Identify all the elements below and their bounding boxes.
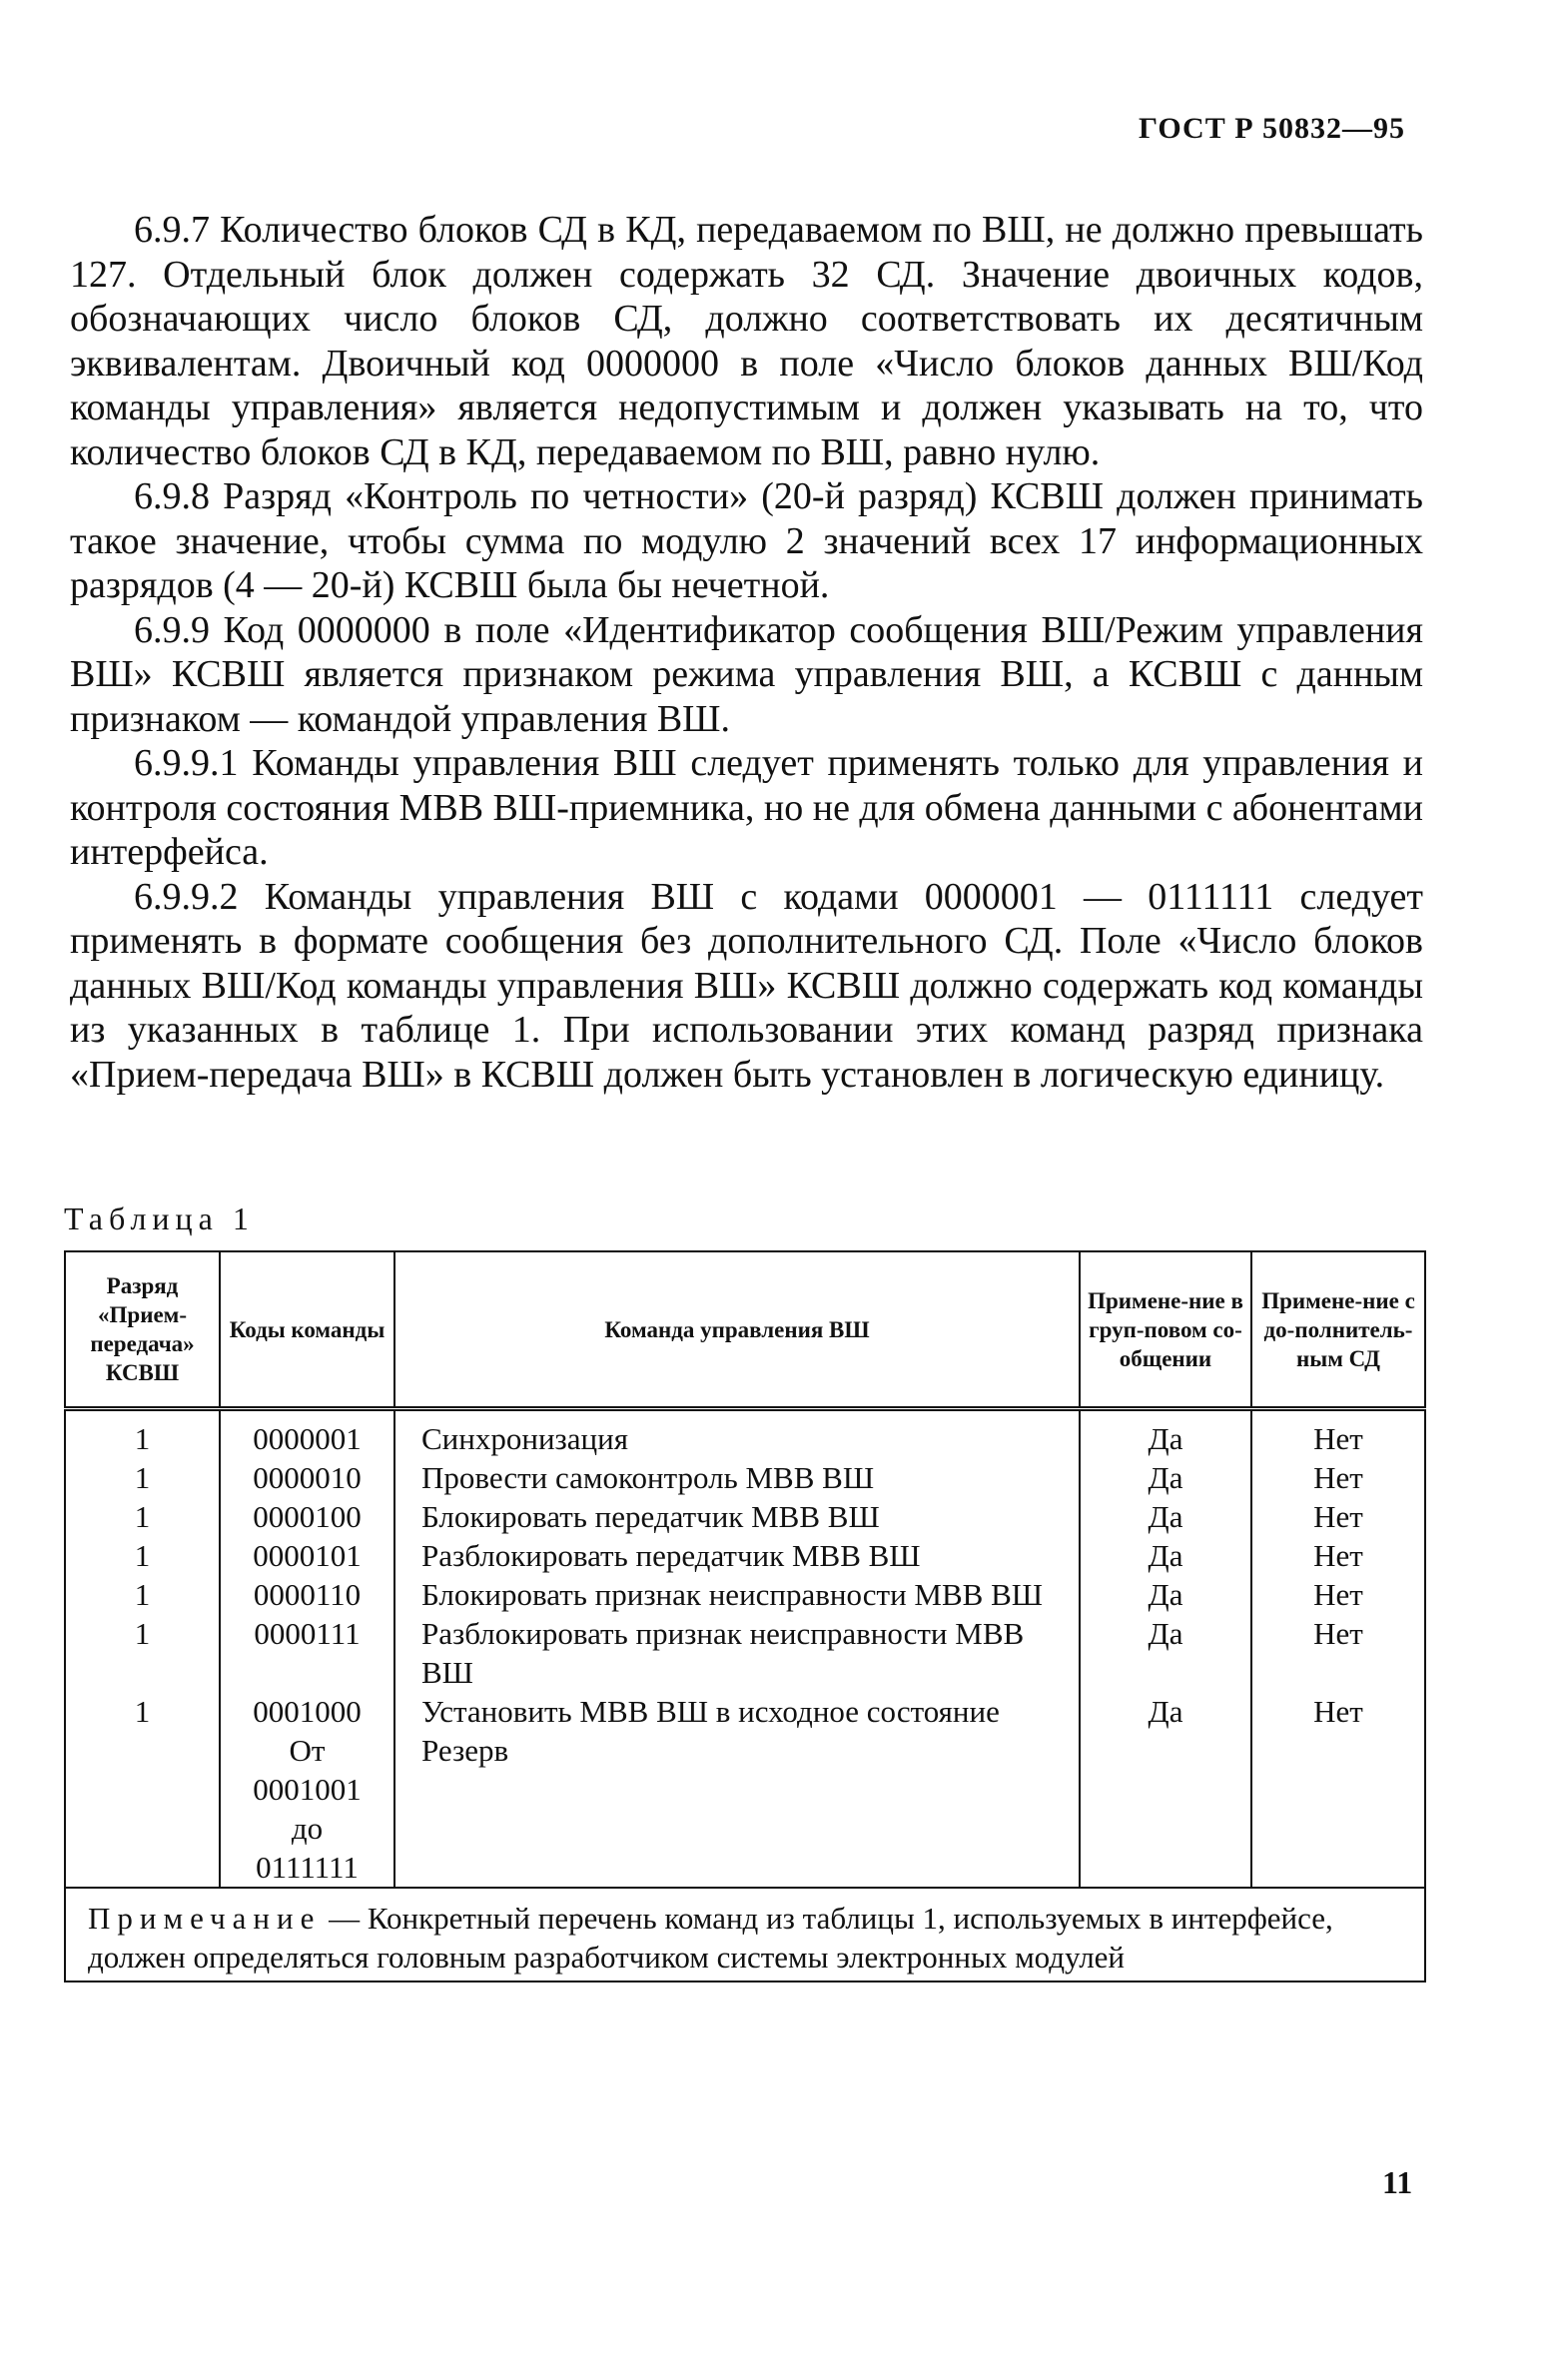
- cell-code: 0000110: [220, 1575, 394, 1614]
- cell-extra: Нет: [1251, 1614, 1425, 1692]
- cell-extra: Нет: [1251, 1536, 1425, 1575]
- cell-code: 0000100: [220, 1497, 394, 1536]
- cell-command: Блокировать передатчик МВВ ВШ: [394, 1497, 1080, 1536]
- cell-bit: 1: [65, 1614, 220, 1692]
- header-extra: Примене-ние с до-полнитель-ным СД: [1251, 1251, 1425, 1409]
- table-row: [65, 1692, 1425, 1731]
- table-row: [65, 1458, 1425, 1497]
- cell-bit: [65, 1731, 220, 1888]
- header-group: Примене-ние в груп-повом со-общении: [1080, 1251, 1251, 1409]
- paragraph-6-9-9-2: 6.9.9.2 Команды управления ВШ с кодами 0000001 — 0111111 следует применять в формате сообщения без дополнительного СД. Поле «Число блоков данных ВШ/Код команды управления ВШ» КСВШ должно содержать код команды из указанных в таблице 1. При использовании этих команд разряд признака «Прием-передача ВШ» в КСВШ должен быть установлен в логическую единицу.: [70, 875, 1423, 1096]
- cell-code: 0000010: [220, 1458, 394, 1497]
- cell-command: Резерв: [394, 1731, 1080, 1888]
- cell-group: Да: [1080, 1536, 1251, 1575]
- cell-bit: 1: [65, 1409, 220, 1459]
- note-text: — Конкретный перечень команд из таблицы 1, используемых в интерфейсе, должен определяться головным разработчиком системы электронных модулей: [88, 1901, 1333, 1975]
- cell-command: Блокировать признак неисправности МВВ ВШ: [394, 1575, 1080, 1614]
- cell-code: 0001000: [220, 1692, 394, 1731]
- header-code: Коды команды: [220, 1251, 394, 1409]
- cell-command: Синхронизация: [394, 1409, 1080, 1459]
- cell-group: Да: [1080, 1458, 1251, 1497]
- table-note-row: [65, 1888, 1425, 1982]
- table-row: [65, 1614, 1425, 1692]
- cell-code: От 0001001 до 0111111: [220, 1731, 394, 1888]
- cell-bit: 1: [65, 1536, 220, 1575]
- cell-bit: 1: [65, 1575, 220, 1614]
- table-row: [65, 1409, 1425, 1459]
- cell-extra: Нет: [1251, 1497, 1425, 1536]
- cell-code: 0000001: [220, 1409, 394, 1459]
- cell-command: Установить МВВ ВШ в исходное состояние: [394, 1692, 1080, 1731]
- page-number: 11: [1382, 2164, 1413, 2200]
- cell-extra: Нет: [1251, 1409, 1425, 1459]
- table-row: [65, 1497, 1425, 1536]
- cell-code: 0000111: [220, 1614, 394, 1692]
- cell-group: Да: [1080, 1497, 1251, 1536]
- table-row: [65, 1536, 1425, 1575]
- header-command: Команда управления ВШ: [394, 1251, 1080, 1409]
- cell-extra: Нет: [1251, 1575, 1425, 1614]
- paragraph-6-9-7: 6.9.7 Количество блоков СД в КД, передаваемом по ВШ, не должно превышать 127. Отдельный блок должен содержать 32 СД. Значение двоичных кодов, обозначающих число блоков СД, должно соответствовать их десятичным эквивалентам. Двоичный код 0000000 в поле «Число блоков данных ВШ/Код команды управления» является недопустимым и должен указывать на то, что количество блоков СД в КД, передаваемом по ВШ, равно нулю.: [70, 209, 1423, 473]
- commands-table: [64, 1250, 1426, 1983]
- note-label: Примечание: [88, 1901, 322, 1936]
- paragraph-6-9-8: 6.9.8 Разряд «Контроль по четности» (20-й разряд) КСВШ должен принимать такое значение, чтобы сумма по модулю 2 значений всех 17 информационных разрядов (4 — 20-й) КСВШ была бы нечетной.: [70, 475, 1423, 606]
- cell-bit: 1: [65, 1692, 220, 1731]
- cell-bit: 1: [65, 1497, 220, 1536]
- cell-group: Да: [1080, 1575, 1251, 1614]
- cell-code: 0000101: [220, 1536, 394, 1575]
- table-row: [65, 1731, 1425, 1888]
- cell-group: [1080, 1731, 1251, 1888]
- cell-command: Разблокировать признак неисправности МВВ ВШ: [394, 1614, 1080, 1692]
- cell-extra: [1251, 1731, 1425, 1888]
- cell-command: Провести самоконтроль МВВ ВШ: [394, 1458, 1080, 1497]
- cell-group: Да: [1080, 1614, 1251, 1692]
- cell-group: Да: [1080, 1409, 1251, 1459]
- cell-extra: Нет: [1251, 1692, 1425, 1731]
- cell-bit: 1: [65, 1458, 220, 1497]
- table-note: [65, 1888, 1425, 1982]
- paragraph-6-9-9: 6.9.9 Код 0000000 в поле «Идентификатор сообщения ВШ/Режим управления ВШ» КСВШ является признаком режима управления ВШ, а КСВШ с данным признаком — командой управления ВШ.: [70, 608, 1423, 740]
- cell-command: Разблокировать передатчик МВВ ВШ: [394, 1536, 1080, 1575]
- cell-extra: Нет: [1251, 1458, 1425, 1497]
- table-caption: Таблица 1: [64, 1200, 255, 1236]
- body-text: [70, 208, 1423, 1097]
- table-header-row: [65, 1251, 1425, 1409]
- paragraph-6-9-9-1: 6.9.9.1 Команды управления ВШ следует применять только для управления и контроля состояния МВВ ВШ-приемника, но не для обмена данными с абонентами интерфейса.: [70, 742, 1423, 873]
- cell-group: Да: [1080, 1692, 1251, 1731]
- header-bit: Разряд «Прием-передача» КСВШ: [65, 1251, 220, 1409]
- document-header: ГОСТ Р 50832—95: [1139, 112, 1406, 145]
- table-row: [65, 1575, 1425, 1614]
